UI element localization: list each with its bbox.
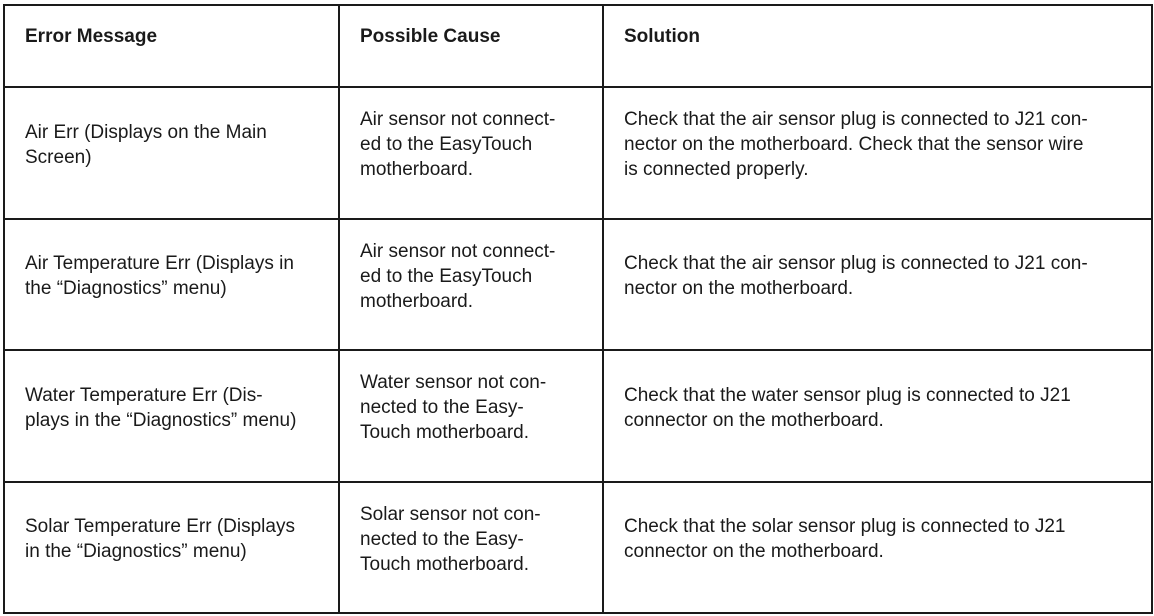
solution-text: Check that the air sensor plug is connected to J21 con- nector on the motherboard. — [624, 253, 1088, 300]
possible-cause-text: Solar sensor not con- nected to the Easy- Touch motherboard. — [360, 503, 541, 575]
error-message-text: Air Err (Displays on the Main Screen) — [25, 121, 267, 168]
header-solution: Solution — [603, 5, 1152, 87]
error-message-cell — [4, 87, 339, 219]
error-message-text: Water Temperature Err (Dis- plays in the “Diagnostics” menu) — [25, 384, 297, 431]
error-message-cell — [4, 482, 339, 614]
table-row — [4, 482, 1152, 614]
error-message-cell — [4, 219, 339, 351]
possible-cause-cell — [339, 87, 603, 219]
possible-cause-cell — [339, 350, 603, 482]
possible-cause-cell — [339, 482, 603, 614]
header-possible-cause: Possible Cause — [339, 5, 603, 87]
solution-text: Check that the air sensor plug is connected to J21 con- nector on the motherboard. Check that the sensor wire is connected properly. — [624, 109, 1088, 181]
error-message-cell — [4, 350, 339, 482]
solution-text: Check that the water sensor plug is connected to J21 connector on the motherboard. — [624, 384, 1071, 431]
table-row — [4, 350, 1152, 482]
header-error-message: Error Message — [4, 5, 339, 87]
solution-cell — [603, 350, 1152, 482]
solution-cell — [603, 87, 1152, 219]
table-row — [4, 219, 1152, 351]
possible-cause-text: Air sensor not connect- ed to the EasyTouch motherboard. — [360, 240, 556, 312]
solution-cell — [603, 482, 1152, 614]
possible-cause-text: Air sensor not connect- ed to the EasyTouch motherboard. — [360, 109, 556, 181]
error-troubleshooting-table — [3, 4, 1153, 614]
error-message-text: Air Temperature Err (Displays in the “Diagnostics” menu) — [25, 253, 294, 300]
error-message-text: Solar Temperature Err (Displays in the “Diagnostics” menu) — [25, 516, 295, 563]
table-header-row — [4, 5, 1152, 87]
table-row — [4, 87, 1152, 219]
solution-cell — [603, 219, 1152, 351]
possible-cause-text: Water sensor not con- nected to the Easy- Touch motherboard. — [360, 372, 547, 444]
solution-text: Check that the solar sensor plug is connected to J21 connector on the motherboard. — [624, 516, 1066, 563]
possible-cause-cell — [339, 219, 603, 351]
